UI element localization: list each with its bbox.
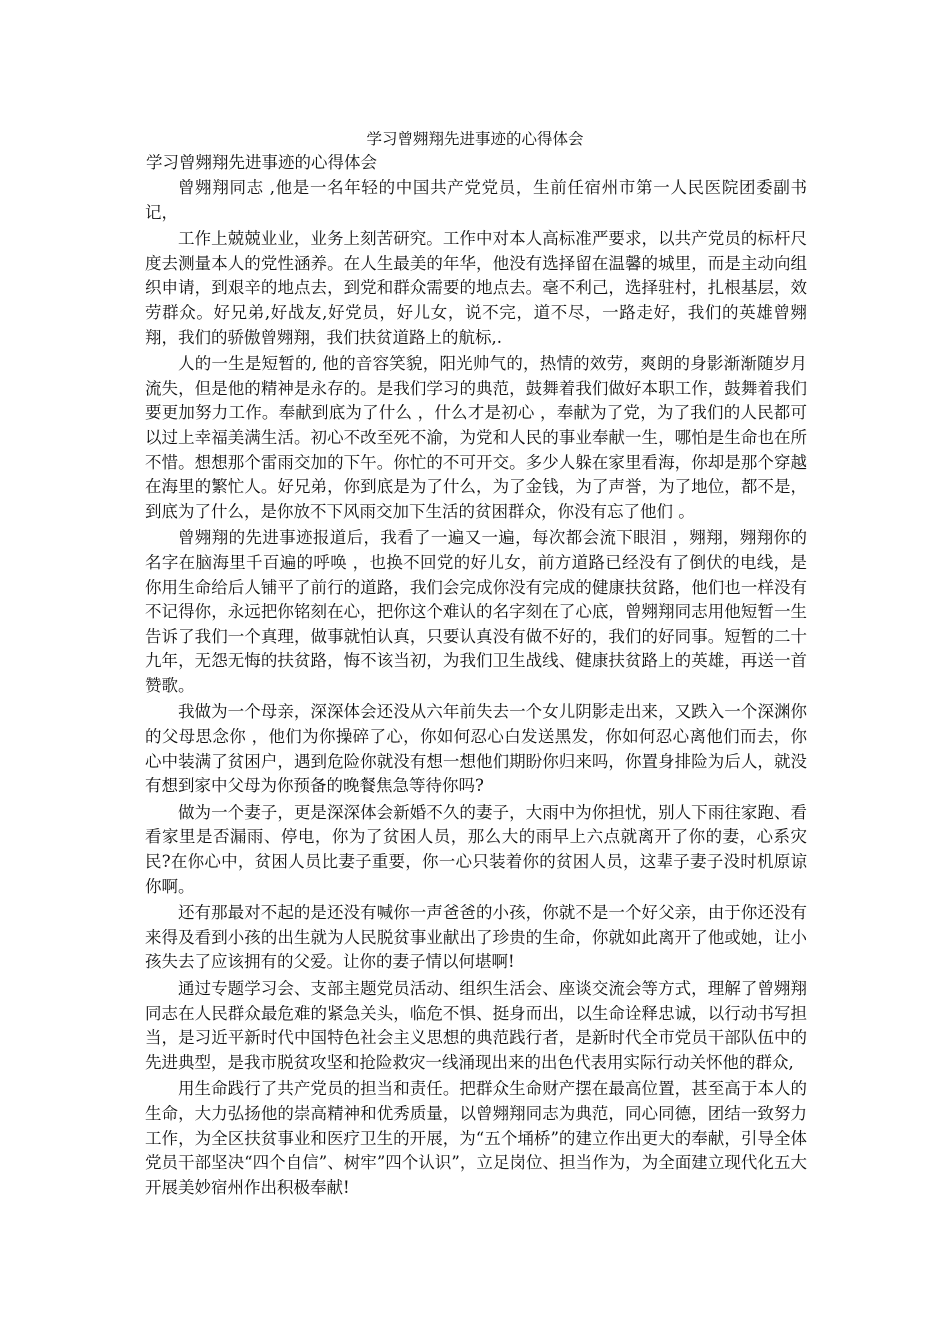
paragraph-work: 工作上兢兢业业，业务上刻苦研究。工作中对本人高标准严要求，以共产党员的标杆尺度去测量本人的党性涵养。在人生最美的年华，他没有选择留在温馨的城里，而是主动向组织申请，到艰辛的地点去，到党和群众需要的地点去。毫不利己，选择驻村，扎根基层，效劳群众。好兄弟,好战友,好党员，好儿女，说不完，道不尽，一路走好，我们的英雄曾翙翔，我们的骄傲曾翙翔，我们扶贫道路上的航标,.: [145, 229, 807, 347]
paragraph-mother: 我做为一个母亲，深深体会还没从六年前失去一个女儿阴影走出来，又跌入一个深渊你的父母思念你 ，他们为你操碎了心，你如何忍心白发送黑发，你如何忍心离他们而去，你心中装满了贫困户，遇到危险你就没有想一想他们期盼你归来吗，你置身排险为后人，就没有想到家中父母为你预备的晚餐焦急等待你吗?: [145, 702, 807, 796]
document-subtitle: 学习曾翙翔先进事迹的心得体会: [146, 153, 377, 172]
paragraph-child: 还有那最对不起的是还没有喊你一声爸爸的小孩，你就不是一个好父亲，由于你还没有来得及看到小孩的出生就为人民脱贫事业献出了珍贵的生命，你就如此离开了他或她，让小孩失去了应该拥有的父爱。让你的妻子情以何堪啊!: [145, 903, 807, 972]
paragraph-wife: 做为一个妻子，更是深深体会新婚不久的妻子，大雨中为你担忧，别人下雨往家跑、看看家里是否漏雨、停电，你为了贫困人员，那么大的雨早上六点就离开了你的妻，心系灾民?在你心中，贫困人员比妻子重要，你一心只装着你的贫困人员，这辈子妻子没时机原谅你啊。: [145, 802, 807, 896]
paragraph-intro: 曾翙翔同志 ,他是一名年轻的中国共产党党员，生前任宿州市第一人民医院团委副书记，: [145, 178, 807, 222]
paragraph-life: 人的一生是短暂的, 他的音容笑貌，阳光帅气的，热情的效劳，爽朗的身影渐渐随岁月流失，但是他的精神是永存的。是我们学习的典范，鼓舞着我们做好本职工作，鼓舞着我们要更加努力工作。奉献到底为了什么 ，什么才是初心 ，奉献为了党，为了我们的人民都可以过上幸福美满生活。初心不改至死不渝，为党和人民的事业奉献一生，哪怕是生命也在所不惜。想想那个雷雨交加的下午。你忙的不可开交。多少人躲在家里看海，你却是那个穿越在海里的繁忙人。好兄弟，你到底是为了什么，为了金钱，为了声誉，为了地位，都不是，到底为了什么，是你放不下风雨交加下生活的贫困群众，你没有忘了他们 。: [145, 354, 807, 521]
paragraph-conclusion: 用生命践行了共产党员的担当和责任。把群众生命财产摆在最高位置，甚至高于本人的生命，大力弘扬他的崇高精神和优秀质量，以曾翙翔同志为典范，同心同德，团结一致努力工作，为全区扶贫事业和医疗卫生的开展，为“五个埇桥”的建立作出更大的奉献，引导全体党员干部坚决“四个自信”、树牢”四个认识”，立足岗位、担当作为，为全面建立现代化五大开展美妙宿州作出积极奉献!: [145, 1079, 807, 1197]
paragraph-report: 曾翙翔的先进事迹报道后，我看了一遍又一遍，每次都会流下眼泪 ，翙翔，翙翔你的名字在脑海里千百遍的呼唤 ，也换不回党的好儿女，前方道路已经没有了倒伏的电线，是你用生命给后人铺平了前行的道路，我们会完成你没有完成的健康扶贫路，他们也一样没有不记得你，永远把你铭刻在心，把你这个难认的名字刻在了心底，曾翙翔同志用他短暂一生告诉了我们一个真理，做事就怕认真，只要认真没有做不好的，我们的好同事。短暂的二十九年，无怨无悔的扶贫路，悔不该当初，为我们卫生战线、健康扶贫路上的英雄，再送一首赞歌。: [145, 528, 807, 695]
paragraph-study: 通过专题学习会、支部主题党员活动、组织生活会、座谈交流会等方式，理解了曾翙翔同志在人民群众最危难的紧急关头，临危不惧、挺身而出，以生命诠释忠诚，以行动书写担当，是习近平新时代中国特色社会主义思想的典范践行者，是新时代全市党员干部队伍中的先进典型，是我市脱贫攻坚和抢险救灾一线涌现出来的出色代表用实际行动关怀他的群众,: [145, 979, 807, 1072]
document-title: 学习曾翙翔先进事迹的心得体会: [366, 130, 584, 148]
document-body: [145, 176, 807, 1202]
